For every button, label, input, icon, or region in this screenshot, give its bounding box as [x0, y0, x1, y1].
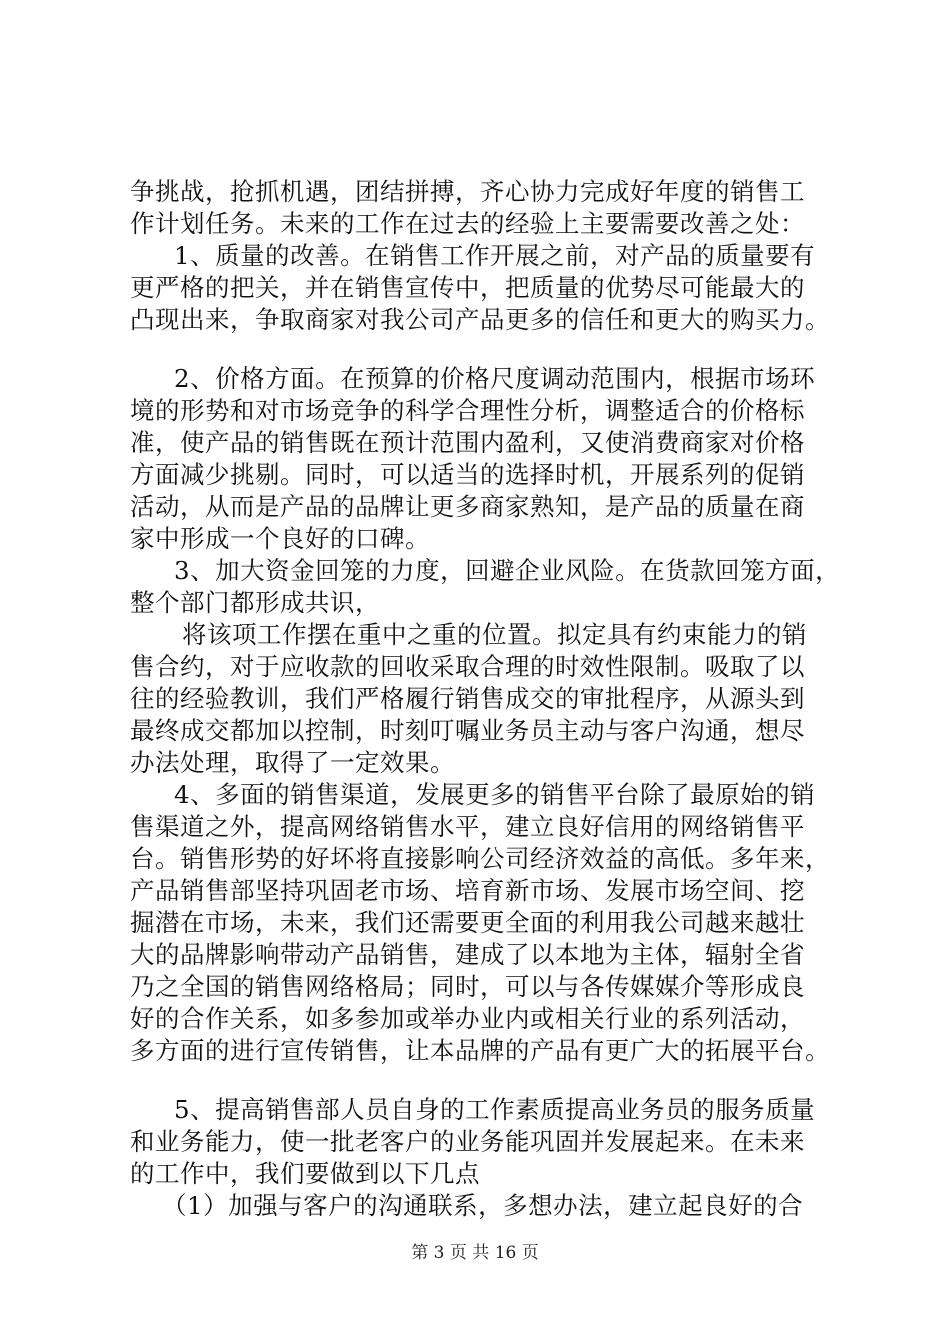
text-line: 3、加大资金回笼的力度，回避企业风险。在货款回笼方面， [174, 556, 841, 585]
text-line: 4、多面的销售渠道，发展更多的销售平台除了最原始的销 [174, 780, 816, 809]
text-line: 产品销售部坚持巩固老市场、培育新市场、发展市场空间、挖 [130, 876, 805, 905]
text-line: 家中形成一个良好的口碑。 [130, 524, 430, 553]
text-line: 更严格的把关，并在销售宣传中，把质量的优势尽可能最大的 [130, 273, 805, 302]
text-line: 台。销售形势的好坏将直接影响公司经济效益的高低。多年来， [130, 844, 830, 873]
text-line: 的工作中，我们要做到以下几点 [130, 1159, 480, 1188]
text-line: （1）加强与客户的沟通联系，多想办法，建立起良好的合 [162, 1191, 804, 1220]
text-line: 准，使产品的销售既在预计范围内盈利，又使消费商家对价格 [130, 428, 805, 457]
text-line: 境的形势和对市场竞争的科学合理性分析，调整适合的价格标 [130, 396, 805, 425]
text-line: 方面减少挑剔。同时，可以适当的选择时机，开展系列的促销 [130, 460, 805, 489]
text-line: 乃之全国的销售网络格局；同时，可以与各传媒媒介等形成良 [130, 972, 805, 1001]
text-line: 好的合作关系，如多参加或举办业内或相关行业的系列活动， [130, 1004, 805, 1033]
page-number-footer: 第 3 页 共 16 页 [411, 1243, 539, 1263]
text-line: 1、质量的改善。在销售工作开展之前，对产品的质量要有 [174, 241, 816, 270]
text-line: 和业务能力，使一批老客户的业务能巩固并发展起来。在未来 [130, 1127, 805, 1156]
text-line: 争挑战，抢抓机遇，团结拼搏，齐心协力完成好年度的销售工 [130, 177, 805, 206]
text-line: 大的品牌影响带动产品销售，建成了以本地为主体，辐射全省 [130, 940, 805, 969]
text-line: 将该项工作摆在重中之重的位置。拟定具有约束能力的销 [182, 620, 807, 649]
text-line: 办法处理，取得了一定效果。 [130, 748, 455, 777]
text-line: 掘潜在市场，未来，我们还需要更全面的利用我公司越来越壮 [130, 908, 805, 937]
text-line: 售渠道之外，提高网络销售水平，建立良好信用的网络销售平 [130, 812, 805, 841]
text-line: 2、价格方面。在预算的价格尺度调动范围内，根据市场环 [174, 364, 816, 393]
text-line: 活动，从而是产品的品牌让更多商家熟知，是产品的质量在商 [130, 492, 805, 521]
text-line: 凸现出来，争取商家对我公司产品更多的信任和更大的购买力。 [130, 305, 830, 334]
text-line: 整个部门都形成共识， [130, 588, 380, 617]
text-line: 最终成交都加以控制，时刻叮嘱业务员主动与客户沟通，想尽 [130, 716, 805, 745]
text-line: 售合约，对于应收款的回收采取合理的时效性限制。吸取了以 [130, 652, 805, 681]
text-line: 往的经验教训，我们严格履行销售成交的审批程序，从源头到 [130, 684, 805, 713]
text-line: 5、提高销售部人员自身的工作素质提高业务员的服务质量 [174, 1095, 816, 1124]
text-line: 作计划任务。未来的工作在过去的经验上主要需要改善之处： [130, 209, 805, 238]
text-line: 多方面的进行宣传销售，让本品牌的产品有更广大的拓展平台。 [130, 1036, 830, 1065]
